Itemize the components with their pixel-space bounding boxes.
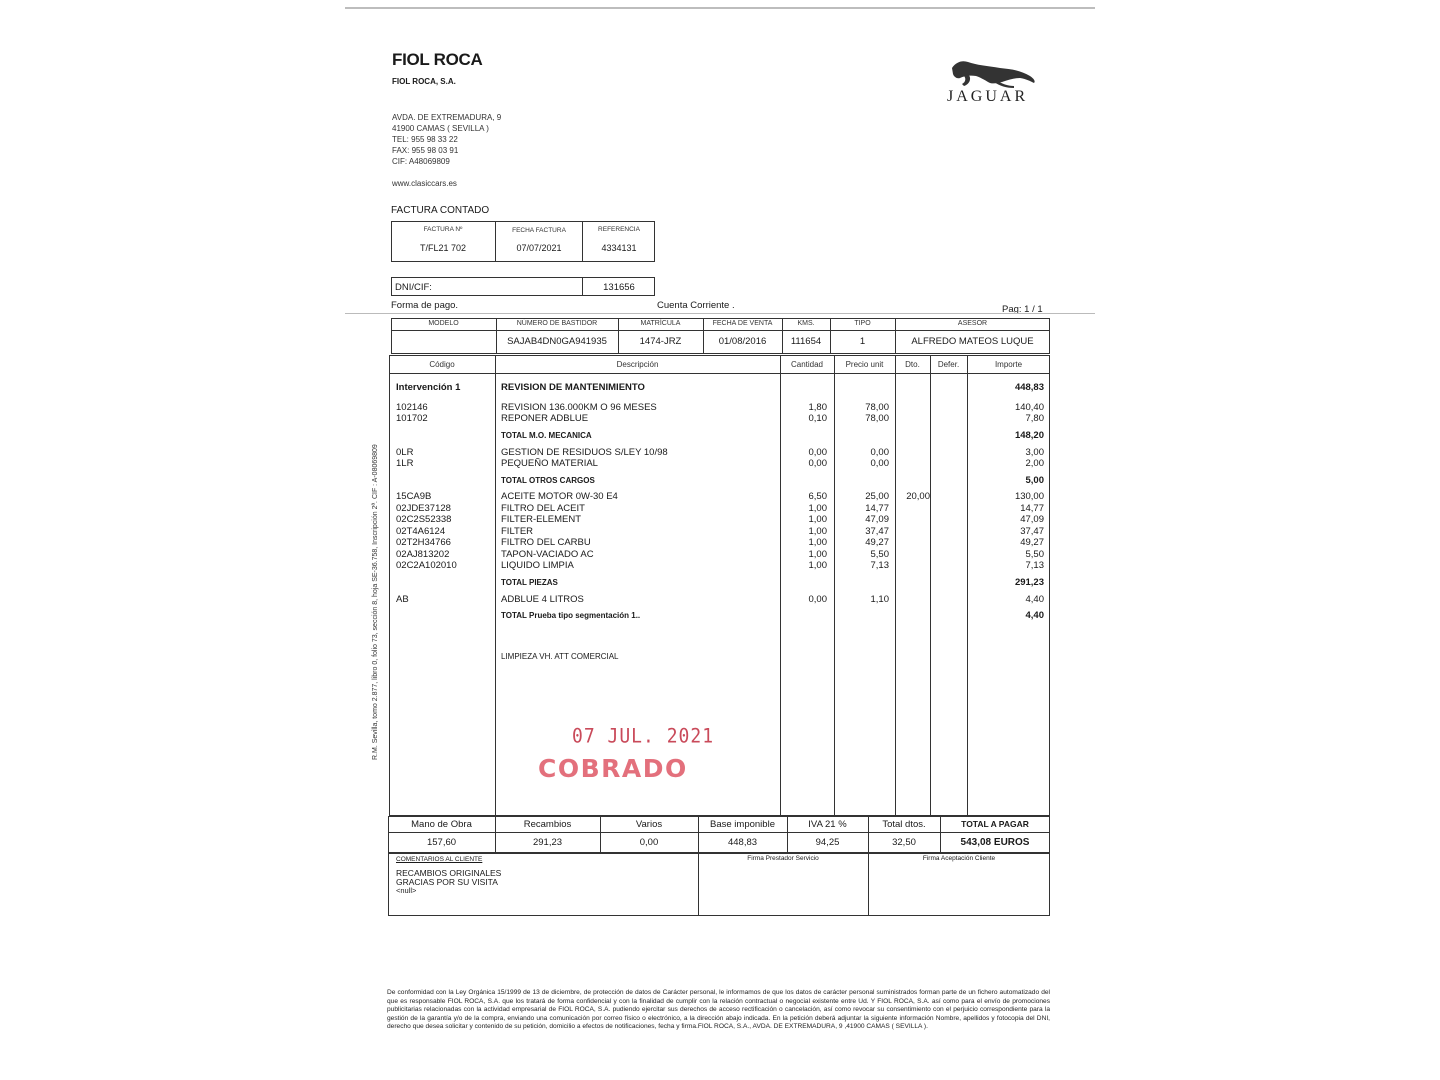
line-amount: 49,27 xyxy=(1020,537,1044,548)
line-quantity: 0,00 xyxy=(808,447,827,458)
line-unit-price: 37,47 xyxy=(865,526,889,537)
col-precio-unit: Precio unit xyxy=(845,360,884,369)
line-quantity: 6,50 xyxy=(808,491,827,502)
line-amount: 7,13 xyxy=(1025,560,1044,571)
dni-underline xyxy=(517,295,583,296)
total-label-mano-obra: Mano de Obra xyxy=(411,819,472,830)
line-unit-price: 49,27 xyxy=(865,537,889,548)
line-amount: 140,40 xyxy=(1014,402,1044,413)
line-unit-price: 7,13 xyxy=(870,560,889,571)
col-cantidad: Cantidad xyxy=(790,360,824,369)
signature-provider-label: Firma Prestador Servicio xyxy=(747,855,819,862)
line-description: REVISION 136.000KM O 96 MESES xyxy=(501,402,657,413)
line-description: TAPON-VACIADO AC xyxy=(501,549,594,560)
comments-divider xyxy=(698,853,699,916)
col-codigo: Código xyxy=(429,360,455,369)
line-discount: 20,00 xyxy=(906,491,930,502)
total-base: 448,83 xyxy=(727,837,758,848)
lines-col-divider xyxy=(930,355,931,816)
col-importe: Importe xyxy=(994,360,1023,369)
total-label-recambios: Recambios xyxy=(523,819,572,830)
line-code: 15CA9B xyxy=(396,491,432,502)
page-number: Pag: 1 / 1 xyxy=(1002,304,1043,315)
line-quantity: 1,00 xyxy=(808,549,827,560)
line-description: LIQUIDO LIMPIA xyxy=(501,560,574,571)
total-label-dtos: Total dtos. xyxy=(882,819,926,830)
vehicle-matricula: 1474-JRZ xyxy=(639,336,682,347)
line-code: 102146 xyxy=(396,402,428,413)
vehicle-tipo: 1 xyxy=(859,336,866,347)
line-amount: 7,80 xyxy=(1025,413,1044,424)
line-quantity: 1,00 xyxy=(808,503,827,514)
invoice-ref-label: REFERENCIA xyxy=(598,226,640,233)
total-label-varios: Varios xyxy=(635,819,663,830)
signature-client-label: Firma Aceptación Cliente xyxy=(922,855,996,862)
comments-divider xyxy=(868,853,869,916)
invoice-date: 07/07/2021 xyxy=(516,243,562,253)
invoice-type: FACTURA CONTADO xyxy=(391,205,490,216)
lines-col-divider xyxy=(895,355,896,816)
vehicle-header-line xyxy=(391,330,1050,331)
line-description: TOTAL PIEZAS xyxy=(501,578,558,587)
total-recambios: 291,23 xyxy=(532,837,563,848)
line-unit-price: 25,00 xyxy=(865,491,889,502)
line-unit-price: 0,00 xyxy=(870,458,889,469)
company-fax: FAX: 955 98 03 91 xyxy=(392,146,459,155)
vehicle-kms: 111654 xyxy=(790,336,822,347)
line-unit-price: 1,10 xyxy=(870,594,889,605)
line-description: GESTION DE RESIDUOS S/LEY 10/98 xyxy=(501,447,668,458)
line-description: PEQUEÑO MATERIAL xyxy=(501,458,598,469)
line-amount: 448,83 xyxy=(1014,382,1044,393)
line-amount: 5,50 xyxy=(1025,549,1044,560)
jaguar-leaper-icon xyxy=(948,56,1038,90)
line-code: 02T2H34766 xyxy=(396,537,451,548)
lines-col-divider xyxy=(495,355,496,816)
line-amount: 148,20 xyxy=(1014,430,1044,441)
line-quantity: 0,00 xyxy=(808,458,827,469)
line-description: TOTAL Prueba tipo segmentación 1.. xyxy=(501,611,641,620)
invoice-number-cell xyxy=(391,221,496,262)
comments-label: COMENTARIOS AL CLIENTE xyxy=(396,856,483,863)
line-description: LIMPIEZA VH. ATT COMERCIAL xyxy=(501,652,619,661)
comments-line1: RECAMBIOS ORIGINALES xyxy=(396,868,502,878)
line-description: FILTRO DEL ACEIT xyxy=(501,503,585,514)
line-code: AB xyxy=(396,594,409,605)
col-defer: Defer. xyxy=(937,360,960,369)
line-quantity: 1,00 xyxy=(808,514,827,525)
vehicle-header-tipo: TIPO xyxy=(854,320,871,327)
vehicle-header-modelo: MODELO xyxy=(428,320,459,327)
vehicle-header-asesor: ASESOR xyxy=(957,320,988,327)
dni-label: DNI/CIF: xyxy=(395,282,432,293)
line-quantity: 1,00 xyxy=(808,526,827,537)
payment-value: Cuenta Corriente . xyxy=(657,300,735,311)
dni-value: 131656 xyxy=(603,282,635,293)
line-description: FILTER xyxy=(501,526,534,537)
vehicle-bastidor: SAJAB4DN0GA941935 xyxy=(507,336,607,347)
vehicle-asesor: ALFREDO MATEOS LUQUE xyxy=(911,336,1034,347)
line-code: 02T4A6124 xyxy=(396,526,446,537)
line-code: 02JDE37128 xyxy=(396,503,451,514)
line-description: REVISION DE MANTENIMIENTO xyxy=(501,382,645,393)
line-code: 101702 xyxy=(396,413,428,424)
vehicle-header-fecha-venta: FECHA DE VENTA xyxy=(712,320,773,327)
company-cif: CIF: A48069809 xyxy=(392,157,450,166)
line-description: ADBLUE 4 LITROS xyxy=(501,594,584,605)
line-description: ACEITE MOTOR 0W-30 E4 xyxy=(501,491,618,502)
total-iva: 94,25 xyxy=(815,837,840,848)
col-dto: Dto. xyxy=(905,360,920,369)
line-amount: 5,00 xyxy=(1025,475,1044,486)
line-quantity: 0,00 xyxy=(808,594,827,605)
vehicle-fecha-venta: 01/08/2016 xyxy=(718,336,767,347)
company-address-line2: 41900 CAMAS ( SEVILLA ) xyxy=(392,124,489,133)
company-name: FIOL ROCA xyxy=(392,50,483,69)
line-unit-price: 0,00 xyxy=(870,447,889,458)
line-quantity: 1,00 xyxy=(808,560,827,571)
invoice-number: T/FL21 702 xyxy=(419,243,467,253)
comments-line3: <null> xyxy=(396,886,417,895)
total-label-base: Base imponible xyxy=(710,819,775,830)
stamp-paid: COBRADO xyxy=(538,754,688,783)
company-web: www.clasiccars.es xyxy=(392,179,457,188)
line-amount: 3,00 xyxy=(1025,447,1044,458)
line-code: 02C2S52338 xyxy=(396,514,452,525)
vehicle-header-bastidor: NÚMERO DE BASTIDOR xyxy=(516,320,598,327)
total-pagar: 543,08 EUROS xyxy=(960,837,1030,848)
line-quantity: 1,80 xyxy=(808,402,827,413)
company-legal-name: FIOL ROCA, S.A. xyxy=(392,77,456,86)
line-quantity: 0,10 xyxy=(808,413,827,424)
line-description: REPONER ADBLUE xyxy=(501,413,589,424)
stamp-date: 07 JUL. 2021 xyxy=(572,724,715,749)
line-amount: 2,00 xyxy=(1025,458,1044,469)
fold-line xyxy=(345,313,1095,314)
line-unit-price: 47,09 xyxy=(865,514,889,525)
line-description: FILTER-ELEMENT xyxy=(501,514,582,525)
line-amount: 37,47 xyxy=(1020,526,1044,537)
totals-header-line xyxy=(388,832,1050,833)
invoice-date-label: FECHA FACTURA xyxy=(512,227,566,234)
line-description: FILTRO DEL CARBU xyxy=(501,537,591,548)
line-unit-price: 78,00 xyxy=(865,413,889,424)
vehicle-header-matricula: MATRÍCULA xyxy=(640,320,681,327)
legal-notice: De conformidad con la Ley Orgánica 15/1999 de 13 de diciembre, de protección de datos de Carácter personal, le informamos de que los datos de carácter personal suministrados forman parte de un fichero automatizado del que es responsable FIOL ROCA, S.A. que los tratará de forma confidencial y con la finalidad de cumplir con la relación contractual o negocial existente entre Ud. Y FIOL ROCA, S.A. así como para el envío de promociones publicitarias relacionadas con la actividad empresarial de FIOL ROCA, S.A. pudiendo ejercitar sus derechos de acceso rectificación o cancelación, así como revocar su consentimiento con el perjuicio correspondiente para la gestión de la garantía y/o de la compra, enviando una comunicación por correo físico o electrónico, a la dirección abajo indicada. En la petición deberá adjuntar la siguiente información Nombre, apellidos y fotocopia del DNI, derecho que desea solicitar y contenido de su petición, domicilio a efectos de notificaciones, fecha y firma.FIOL ROCA, S.A., AVDA. DE EXTREMADURA, 9 ,41900 CAMAS ( SEVILLA ). xyxy=(387,989,1050,1030)
total-dtos: 32,50 xyxy=(892,837,916,848)
line-amount: 291,23 xyxy=(1014,577,1044,588)
line-description: TOTAL OTROS CARGOS xyxy=(501,476,595,485)
comments-line2: GRACIAS POR SU VISITA xyxy=(396,877,498,887)
line-code: 1LR xyxy=(396,458,414,469)
line-amount: 4,40 xyxy=(1025,594,1044,605)
registry-text: R.M. Sevilla, tomo 2.877, libro 0, folio 73, sección 8, hoja SE-36.758, Inscripción 2ª. CIF : A-08069809 xyxy=(372,444,379,760)
company-address-line1: AVDA. DE EXTREMADURA, 9 xyxy=(392,113,502,122)
vehicle-header-kms: KMS. xyxy=(797,320,815,327)
invoice-number-label: FACTURA Nº xyxy=(423,226,463,233)
col-descripcion: Descripción xyxy=(616,360,659,369)
line-code: 02C2A102010 xyxy=(396,560,457,571)
payment-label: Forma de pago. xyxy=(391,300,459,311)
line-quantity: 1,00 xyxy=(808,537,827,548)
line-unit-price: 78,00 xyxy=(865,402,889,413)
company-tel: TEL: 955 98 33 22 xyxy=(392,135,458,144)
brand-logo-text: JAGUAR xyxy=(947,88,1029,105)
line-amount: 47,09 xyxy=(1020,514,1044,525)
invoice-ref: 4334131 xyxy=(601,243,637,253)
line-unit-price: 5,50 xyxy=(870,549,889,560)
lines-header-line xyxy=(389,373,1050,374)
line-amount: 130,00 xyxy=(1014,491,1044,502)
invoice-date-cell xyxy=(496,221,583,262)
line-code: Intervención 1 xyxy=(396,382,461,393)
line-unit-price: 14,77 xyxy=(865,503,889,514)
total-mano-obra: 157,60 xyxy=(426,837,457,848)
line-code: 0LR xyxy=(396,447,414,458)
total-varios: 0,00 xyxy=(639,837,659,848)
line-amount: 14,77 xyxy=(1020,503,1044,514)
line-amount: 4,40 xyxy=(1025,610,1044,621)
total-label-pagar: TOTAL A PAGAR xyxy=(961,819,1029,829)
invoice-ref-cell xyxy=(583,221,655,262)
total-label-iva: IVA 21 % xyxy=(808,819,847,830)
line-code: 02AJ813202 xyxy=(396,549,450,560)
line-description: TOTAL M.O. MECANICA xyxy=(501,431,592,440)
